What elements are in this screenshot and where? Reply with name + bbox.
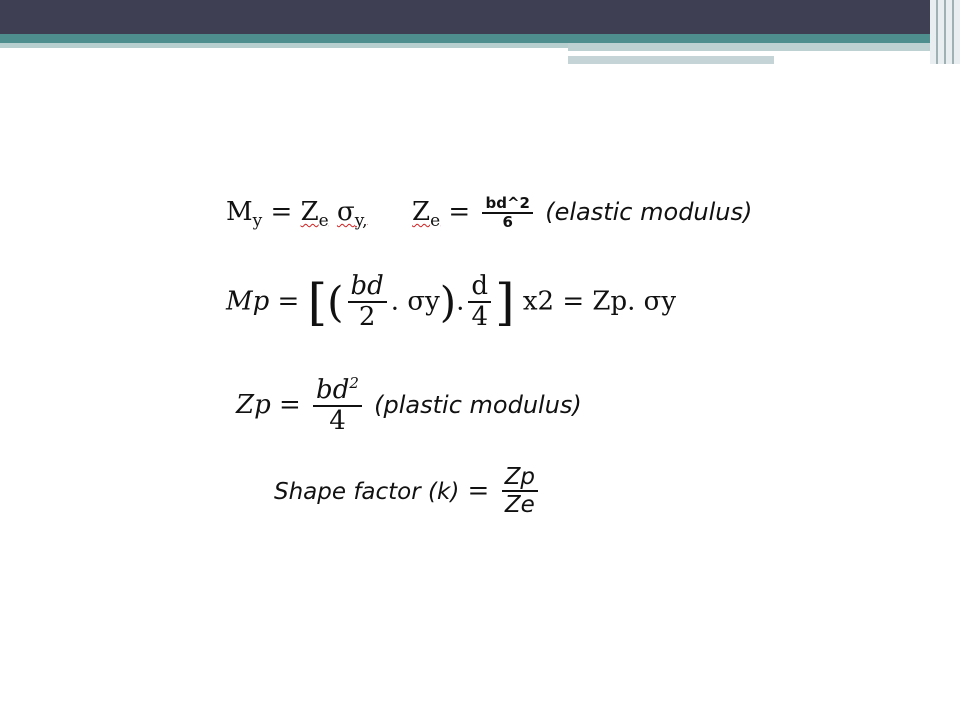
equals-sign: = — [269, 286, 308, 317]
label-plastic-modulus: (plastic modulus) — [374, 390, 582, 419]
equals-sign: = — [262, 196, 301, 227]
symbol-Z: Z — [412, 196, 431, 227]
equals-sign: = — [440, 196, 479, 227]
symbol-Zp: Zp — [236, 389, 271, 420]
slide-corner-line — [952, 0, 954, 64]
fraction-numerator: bd — [348, 272, 387, 303]
fraction-d-over-4 — [468, 272, 491, 332]
label-shape-factor: Shape factor (k) — [274, 478, 460, 505]
slide-corner-line — [944, 0, 946, 64]
formula-shape-factor — [274, 465, 542, 519]
formula-yield-moment — [226, 195, 752, 231]
slide-accent-stripe-right — [568, 43, 960, 51]
subscript-e: e — [318, 210, 329, 231]
dot-operator: . — [456, 286, 465, 317]
fraction-numerator: Zp — [502, 465, 538, 492]
formula-tail: x2 = Zp. σy — [514, 286, 677, 317]
symbol-Z: Z — [300, 196, 319, 227]
slide-corner-line — [936, 0, 938, 64]
slide-accent-band — [0, 34, 960, 43]
equals-sign: = — [459, 475, 498, 506]
subscript-e: e — [430, 210, 441, 231]
symbol-sigma-y — [336, 196, 368, 231]
fraction-bd2-over-4 — [313, 375, 362, 436]
fraction-bd-over-2 — [348, 272, 387, 332]
fraction-denominator: Ze — [504, 492, 535, 519]
subscript-y: y, — [354, 210, 368, 231]
subscript-y: y — [252, 210, 263, 231]
slide-accent-stripe-lower — [568, 56, 774, 64]
bracket-right: ] — [495, 273, 515, 332]
paren-left: ( — [327, 277, 344, 327]
symbol-Ze — [300, 196, 329, 231]
fraction-numerator: d — [468, 272, 491, 303]
fraction-numerator: bd^2 — [482, 195, 532, 214]
fraction-denominator: 2 — [358, 301, 376, 332]
symbol-M: M — [226, 196, 253, 227]
symbol-sigma: σ — [336, 196, 355, 227]
slide-header-bar — [0, 0, 960, 34]
fraction-elastic — [482, 195, 532, 231]
symbol-sigma-y: . σy — [390, 286, 440, 317]
fraction-denominator: 6 — [502, 212, 513, 231]
paren-right: ) — [439, 277, 457, 327]
formula-plastic-modulus — [236, 375, 582, 436]
symbol-Ze-def — [412, 196, 441, 231]
fraction-denominator: 4 — [329, 405, 346, 436]
fraction-zp-over-ze — [502, 465, 538, 519]
slide-accent-stripe-left — [0, 43, 568, 48]
fraction-numerator: $bd^2$ — [313, 375, 362, 407]
formula-plastic-moment — [226, 272, 676, 332]
equals-sign: = — [270, 389, 310, 420]
symbol-Mp: Mp — [226, 286, 270, 317]
bracket-left: [ — [307, 273, 328, 332]
label-elastic-modulus: (elastic modulus) — [545, 197, 753, 226]
fraction-denominator: 4 — [471, 301, 489, 332]
